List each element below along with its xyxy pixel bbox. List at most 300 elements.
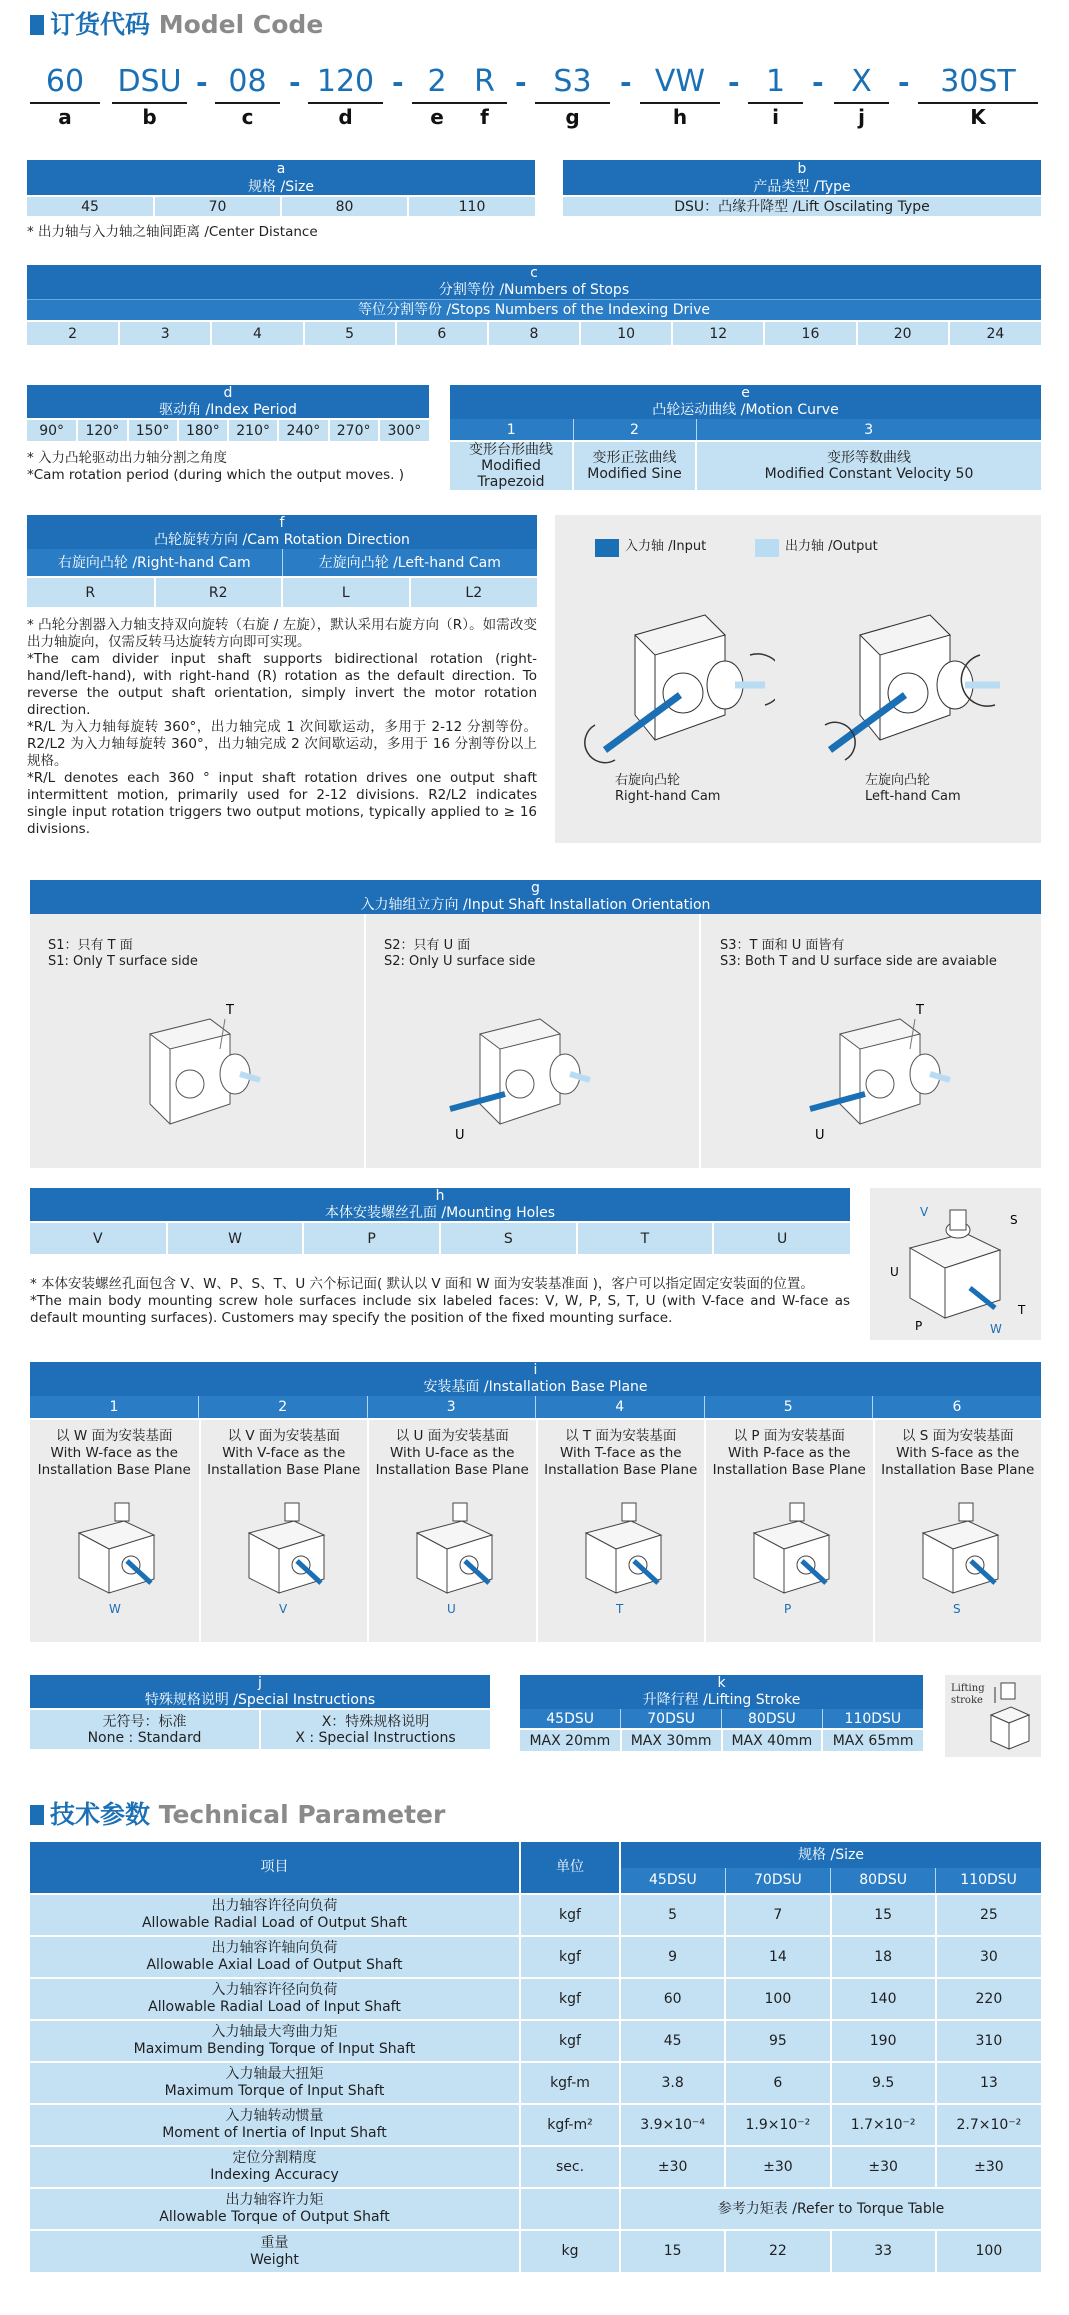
- base-plane-cell: [873, 1420, 1042, 1642]
- s2-figure: [430, 994, 630, 1154]
- lifting-fig-label-1: Lifting: [951, 1683, 985, 1694]
- param-value: 13: [936, 2062, 1041, 2104]
- base-en2: Installation Base Plane: [544, 1462, 698, 1478]
- param-value: 30: [936, 1936, 1041, 1978]
- section-title: 凸轮旋转方向 /Cam Rotation Direction: [27, 531, 537, 549]
- stops-cell: 10: [580, 321, 672, 345]
- curve-en: Modified Constant Velocity 50: [764, 466, 974, 482]
- section-letter: a: [27, 160, 535, 178]
- param-value: 15: [620, 2230, 725, 2272]
- heading-square-icon: [30, 15, 44, 35]
- period-cell: 210°: [228, 419, 278, 441]
- section-title: 特殊规格说明 /Special Instructions: [30, 1691, 490, 1709]
- size-cell: 110: [408, 196, 535, 216]
- heading-en: Model Code: [158, 10, 324, 39]
- section-letter: f: [27, 515, 537, 531]
- period-cell: 180°: [178, 419, 228, 441]
- s2-en: S2: Only U surface side: [384, 954, 536, 969]
- base-face-label: W: [109, 1602, 122, 1616]
- param-en: Moment of Inertia of Input Shaft: [162, 2125, 387, 2141]
- hole-cell: P: [303, 1222, 440, 1254]
- orientation-panel: [30, 914, 1041, 1168]
- param-value: 3.9×10⁻⁴: [620, 2104, 725, 2146]
- param-value: 25: [936, 1894, 1041, 1936]
- param-en: Maximum Torque of Input Shaft: [164, 2083, 385, 2099]
- lifting-stroke-table: [520, 1675, 923, 1751]
- code-letter: f: [480, 105, 489, 129]
- rotation-cell: L: [282, 577, 410, 607]
- curve-cn: 变形正弦曲线: [592, 450, 677, 466]
- param-cn: 入力轴最大扭矩: [225, 2066, 324, 2082]
- code-value: R: [462, 62, 507, 104]
- param-unit: kgf: [520, 2020, 620, 2062]
- param-unit: kgf-m²: [520, 2104, 620, 2146]
- s1-en: S1: Only T surface side: [48, 954, 198, 969]
- code-letter: h: [672, 105, 688, 129]
- tech-row: [30, 2062, 1041, 2104]
- col-unit-header: 单位: [520, 1842, 620, 1894]
- param-value: 2.7×10⁻²: [936, 2104, 1041, 2146]
- section-title: 安装基面 /Installation Base Plane: [30, 1378, 1041, 1396]
- param-en: Allowable Torque of Output Shaft: [159, 2209, 390, 2225]
- param-en: Allowable Radial Load of Output Shaft: [141, 1915, 408, 1931]
- section-letter: e: [450, 385, 1041, 401]
- s2-cn: S2：只有 U 面: [384, 938, 471, 953]
- curve-en: Modified Sine: [587, 466, 682, 482]
- base-cn: 以 W 面为安装基面: [56, 1428, 173, 1444]
- mounting-note: * 本体安装螺丝孔面包含 V、W、P、S、T、U 六个标记面( 默认以 V 面和 W 面为安装基准面 )，客户可以指定固定安装面的位置。: [30, 1276, 814, 1292]
- curve-cn: 变形等数曲线: [827, 450, 911, 466]
- special-instructions-table: [30, 1675, 490, 1749]
- rotation-head: 左旋向凸轮 /Left-hand Cam: [282, 549, 537, 577]
- left-cam-cn: 左旋向凸轮: [865, 773, 931, 788]
- s3-en: S3: Both T and U surface side are avaiable: [720, 954, 997, 969]
- code-value: 30ST: [918, 62, 1038, 104]
- param-cn: 出力轴容许力矩: [225, 2192, 324, 2208]
- param-cn: 入力轴容许径向负荷: [211, 1982, 338, 1998]
- base-en1: With T-face as the: [559, 1445, 682, 1461]
- base-plane-cell: [704, 1420, 873, 1642]
- section-letter: b: [563, 160, 1041, 178]
- special-en: X : Special Instructions: [295, 1729, 456, 1746]
- param-value: 5: [620, 1894, 725, 1936]
- stops-table: [27, 265, 1041, 345]
- s1-cn: S1：只有 T 面: [48, 938, 133, 953]
- section-title: 本体安装螺丝孔面 /Mounting Holes: [30, 1204, 850, 1222]
- base-plane-table: [30, 1362, 1041, 1418]
- model-code-heading: [30, 10, 323, 40]
- code-seg-c: [215, 62, 280, 130]
- param-name: [30, 1978, 520, 2020]
- param-en: Indexing Accuracy: [210, 2167, 339, 2183]
- code-value: S3: [535, 62, 610, 104]
- tech-row: [30, 2188, 1041, 2230]
- param-value: 100: [936, 2230, 1041, 2272]
- base-en1: With S-face as the: [896, 1445, 1020, 1461]
- period-cell: 300°: [379, 419, 429, 441]
- type-table: [563, 160, 1041, 216]
- left-cam-en: Left-hand Cam: [865, 789, 961, 804]
- section-title: 分割等份 /Numbers of Stops: [27, 281, 1041, 299]
- base-face-label: V: [278, 1602, 287, 1616]
- base-face-label: S: [952, 1602, 961, 1616]
- type-cell: DSU：凸缘升降型 /Lift Oscilating Type: [563, 196, 1041, 216]
- code-value: X: [834, 62, 889, 104]
- output-legend-swatch: [755, 539, 779, 557]
- section-title: 升降行程 /Lifting Stroke: [520, 1691, 923, 1709]
- code-value: 60: [30, 62, 100, 104]
- base-plane-figure: [714, 1483, 864, 1623]
- heading-square-icon: [30, 1805, 44, 1825]
- param-value: ±30: [620, 2146, 725, 2188]
- code-dash: -: [196, 66, 208, 99]
- rotation-cell: R: [27, 577, 155, 607]
- stroke-head: 45DSU: [520, 1709, 621, 1729]
- section-letter: k: [520, 1675, 923, 1691]
- face-t-label: T: [1018, 1303, 1026, 1317]
- section-subtitle: 等位分割等份 /Stops Numbers of the Indexing Drive: [27, 299, 1041, 321]
- base-num: 2: [199, 1396, 368, 1418]
- section-letter: d: [27, 385, 429, 401]
- right-hand-cam-figure: [575, 575, 775, 765]
- param-en: Allowable Radial Load of Input Shaft: [148, 1999, 401, 2015]
- param-value: 100: [725, 1978, 830, 2020]
- tech-row: [30, 2146, 1041, 2188]
- param-cn: 重量: [260, 2234, 289, 2251]
- param-en: Weight: [250, 2251, 299, 2268]
- base-en2: Installation Base Plane: [375, 1462, 529, 1478]
- base-en1: With U-face as the: [390, 1445, 515, 1461]
- base-plane-cells: [30, 1420, 1041, 1642]
- divider: [364, 914, 366, 1168]
- code-value: DSU: [112, 62, 187, 104]
- rotation-note: *R/L 为入力轴每旋转 360°，出力轴完成 1 次间歇运动，多用于 2-12 分割等份。R2/L2 为入力轴每旋转 360°，出力轴完成 2 次间歇运动，多用于 16 分割等份以上规格。: [27, 719, 537, 769]
- base-plane-figure: [209, 1483, 359, 1623]
- s1-figure: [100, 994, 300, 1154]
- param-value: 1.9×10⁻²: [725, 2104, 830, 2146]
- code-seg-b: [112, 62, 187, 130]
- base-plane-cell: [30, 1420, 199, 1642]
- col-item-header: 项目: [30, 1842, 520, 1894]
- s1-label: [48, 938, 198, 970]
- tech-param-table: [30, 1842, 1041, 2272]
- s3-label: [720, 938, 997, 970]
- code-letter: b: [142, 105, 157, 129]
- base-plane-figure: [377, 1483, 527, 1623]
- tech-row: [30, 2020, 1041, 2062]
- lifting-stroke-figure: [945, 1675, 1041, 1757]
- stroke-cell: MAX 20mm: [520, 1729, 621, 1751]
- section-letter: c: [27, 265, 1041, 281]
- right-cam-en: Right-hand Cam: [615, 789, 721, 804]
- s2-label: [384, 938, 535, 970]
- base-plane-figure: [883, 1483, 1033, 1623]
- heading-en: Technical Parameter: [158, 1800, 446, 1829]
- param-unit: kgf: [520, 1936, 620, 1978]
- divider: [699, 914, 701, 1168]
- stroke-head: 70DSU: [621, 1709, 722, 1729]
- curve-en: Modified Trapezoid: [477, 458, 545, 490]
- param-unit: sec.: [520, 2146, 620, 2188]
- param-value: 310: [936, 2020, 1041, 2062]
- base-en1: With V-face as the: [222, 1445, 346, 1461]
- cam-direction-panel: [555, 515, 1041, 843]
- code-seg-g: [535, 62, 610, 130]
- stops-cell: 6: [396, 321, 488, 345]
- param-name: [30, 1894, 520, 1936]
- lifting-stroke-figure-panel: [945, 1675, 1041, 1757]
- orientation-header: [30, 880, 1041, 914]
- motion-curve-table: [450, 385, 1041, 490]
- stroke-head: 80DSU: [722, 1709, 823, 1729]
- code-letter: j: [858, 105, 865, 129]
- input-legend-swatch: [595, 539, 619, 557]
- base-face-label: T: [615, 1602, 624, 1616]
- code-value: 1: [748, 62, 803, 104]
- stops-cell: 8: [488, 321, 580, 345]
- param-name: [30, 1936, 520, 1978]
- tech-row: [30, 1936, 1041, 1978]
- param-unit: kgf-m: [520, 2062, 620, 2104]
- param-cn: 定位分割精度: [232, 2150, 317, 2166]
- heading-cn: 订货代码: [50, 10, 151, 39]
- code-letter: e: [430, 105, 444, 129]
- stops-cell: 12: [672, 321, 764, 345]
- mounting-figure-panel: [870, 1188, 1041, 1340]
- period-cell: 150°: [128, 419, 178, 441]
- code-seg-j: [834, 62, 889, 130]
- right-cam-cn: 右旋向凸轮: [615, 773, 681, 788]
- param-cn: 入力轴最大弯曲力矩: [211, 2024, 338, 2040]
- face-p-label: P: [915, 1319, 923, 1333]
- param-value: 45: [620, 2020, 725, 2062]
- curve-num: 3: [696, 419, 1041, 441]
- param-cn: 出力轴容许轴向负荷: [211, 1940, 338, 1956]
- param-unit: [520, 2188, 620, 2230]
- face-u-label: U: [890, 1265, 899, 1279]
- rotation-note: * 凸轮分割器入力轴支持双向旋转（右旋 / 左旋），默认采用右旋方向（R）。如需改变出力轴旋向，仅需反转马达旋转方向即可实现。: [27, 617, 537, 650]
- code-value: 120: [308, 62, 383, 104]
- period-notes: [27, 450, 404, 484]
- hole-cell: T: [577, 1222, 714, 1254]
- size-cell: 45: [27, 196, 154, 216]
- section-letter: h: [30, 1188, 850, 1204]
- base-num: 4: [536, 1396, 705, 1418]
- base-en2: Installation Base Plane: [207, 1462, 361, 1478]
- base-en2: Installation Base Plane: [881, 1462, 1035, 1478]
- base-cn: 以 P 面为安装基面: [733, 1428, 845, 1444]
- code-dash: -: [728, 66, 740, 99]
- base-face-label: U: [447, 1602, 457, 1616]
- face-v-label: V: [920, 1205, 929, 1219]
- section-title: 驱动角 /Index Period: [27, 401, 429, 419]
- stops-cell: 20: [857, 321, 949, 345]
- param-value: ±30: [831, 2146, 936, 2188]
- section-letter: j: [30, 1675, 490, 1691]
- param-name: [30, 2062, 520, 2104]
- code-letter: c: [241, 105, 254, 129]
- code-dash: -: [812, 66, 824, 99]
- tech-row: [30, 1978, 1041, 2020]
- period-note: *Cam rotation period (during which the output moves. ): [27, 467, 404, 483]
- param-value: 190: [831, 2020, 936, 2062]
- base-num: 1: [30, 1396, 199, 1418]
- stops-cell: 5: [304, 321, 396, 345]
- param-unit: kgf: [520, 1894, 620, 1936]
- curve-num: 1: [450, 419, 573, 441]
- code-seg-a: [30, 62, 100, 130]
- period-cell: 120°: [77, 419, 127, 441]
- period-cell: 240°: [278, 419, 328, 441]
- base-en1: With P-face as the: [728, 1445, 851, 1461]
- special-en: None : Standard: [87, 1729, 202, 1746]
- size-header: 45DSU: [620, 1868, 725, 1894]
- size-note: * 出力轴与入力轴之轴间距离 /Center Distance: [27, 224, 318, 240]
- base-num: 6: [873, 1396, 1042, 1418]
- code-seg-k: [918, 62, 1038, 130]
- param-value: 95: [725, 2020, 830, 2062]
- base-num: 3: [367, 1396, 536, 1418]
- tech-row: [30, 1894, 1041, 1936]
- period-cell: 270°: [329, 419, 379, 441]
- model-code-row: [0, 62, 1069, 132]
- base-plane-cell: [536, 1420, 705, 1642]
- code-dash: -: [289, 66, 301, 99]
- base-cn: 以 S 面为安装基面: [901, 1428, 1014, 1444]
- param-unit: kg: [520, 2230, 620, 2272]
- section-letter: i: [30, 1362, 1041, 1378]
- s3-cn: S3：T 面和 U 面皆有: [720, 938, 845, 953]
- param-value: 60: [620, 1978, 725, 2020]
- base-cn: 以 V 面为安装基面: [227, 1428, 340, 1444]
- lifting-fig-label-2: stroke: [951, 1695, 983, 1706]
- special-cn: X：特殊规格说明: [321, 1713, 430, 1730]
- param-value: 18: [831, 1936, 936, 1978]
- param-name: [30, 2146, 520, 2188]
- param-value: 3.8: [620, 2062, 725, 2104]
- code-letter: a: [58, 105, 72, 129]
- heading-cn: 技术参数: [50, 1800, 151, 1829]
- code-seg-e: [412, 62, 462, 130]
- stroke-head: 110DSU: [822, 1709, 923, 1729]
- base-plane-cell: [199, 1420, 368, 1642]
- code-letter: i: [772, 105, 779, 129]
- col-size-header: 规格 /Size: [620, 1842, 1041, 1868]
- param-name: [30, 2230, 520, 2272]
- param-value: 22: [725, 2230, 830, 2272]
- mounting-notes: [30, 1276, 850, 1327]
- tech-row: [30, 2230, 1041, 2272]
- input-legend-label: 入力轴 /Input: [625, 539, 707, 554]
- section-title: 产品类型 /Type: [563, 178, 1041, 196]
- hole-cell: V: [30, 1222, 167, 1254]
- rotation-note: *The cam divider input shaft supports bidirectional rotation (right-hand/left-hand), with right-hand (R) rotation as the default direction. To reverse the output shaft orientation, simply invert the motor rotation direction.: [27, 651, 537, 718]
- param-value: 9: [620, 1936, 725, 1978]
- rotation-cell: L2: [410, 577, 538, 607]
- param-value: 15: [831, 1894, 936, 1936]
- stroke-cell: MAX 40mm: [722, 1729, 823, 1751]
- section-title: 规格 /Size: [27, 178, 535, 196]
- code-value: 08: [215, 62, 280, 104]
- t-label: T: [226, 1003, 234, 1018]
- u-label: U: [455, 1128, 465, 1143]
- param-value: 6: [725, 2062, 830, 2104]
- base-plane-figure: [39, 1483, 189, 1623]
- mounting-note: *The main body mounting screw hole surfaces include six labeled faces: V, W, P, S, T, U (with V-face and W-face as default mounting surfaces). Customers may specify the position of the fixed mounting surface.: [30, 1293, 850, 1326]
- param-en: Allowable Axial Load of Output Shaft: [146, 1957, 403, 1973]
- t-label: T: [916, 1003, 924, 1018]
- size-cell: 70: [154, 196, 281, 216]
- stops-cell: 4: [211, 321, 303, 345]
- special-cn: 无符号：标准: [102, 1713, 187, 1730]
- stroke-cell: MAX 65mm: [822, 1729, 923, 1751]
- hole-cell: S: [440, 1222, 577, 1254]
- s3-figure: [790, 994, 990, 1154]
- output-legend-label: 出力轴 /Output: [785, 539, 878, 554]
- code-value: VW: [640, 62, 720, 104]
- param-value: 33: [831, 2230, 936, 2272]
- face-s-label: S: [1010, 1213, 1018, 1227]
- size-cell: 80: [281, 196, 408, 216]
- param-cn: 入力轴转动惯量: [225, 2108, 324, 2124]
- curve-cn: 变形台形曲线: [469, 442, 553, 458]
- code-letter: d: [338, 105, 353, 129]
- code-dash: -: [620, 66, 632, 99]
- param-cn: 出力轴容许径向负荷: [211, 1898, 338, 1914]
- code-dash: -: [392, 66, 404, 99]
- mounting-holes-table: [30, 1188, 850, 1254]
- section-title: 凸轮运动曲线 /Motion Curve: [450, 401, 1041, 419]
- index-period-table: [27, 385, 429, 441]
- section-title: 入力轴组立方向 /Input Shaft Installation Orientation: [30, 896, 1041, 914]
- param-value: 140: [831, 1978, 936, 2020]
- period-cell: 90°: [27, 419, 77, 441]
- stops-cell: 24: [949, 321, 1041, 345]
- param-name: [30, 2020, 520, 2062]
- rotation-notes: [27, 617, 537, 838]
- param-value: 1.7×10⁻²: [831, 2104, 936, 2146]
- tech-heading: [30, 1800, 445, 1830]
- param-value: ±30: [936, 2146, 1041, 2188]
- size-header: 80DSU: [831, 1868, 936, 1894]
- curve-num: 2: [573, 419, 696, 441]
- stops-cell: 3: [119, 321, 211, 345]
- size-header: 110DSU: [936, 1868, 1041, 1894]
- code-letter: g: [565, 105, 580, 129]
- face-w-label: W: [990, 1322, 1002, 1336]
- base-num: 5: [704, 1396, 873, 1418]
- code-letter: K: [970, 105, 986, 129]
- code-dash: -: [898, 66, 910, 99]
- stops-cell: 2: [27, 321, 119, 345]
- base-en2: Installation Base Plane: [712, 1462, 866, 1478]
- param-unit: kgf: [520, 1978, 620, 2020]
- base-face-label: P: [784, 1602, 792, 1616]
- base-cn: 以 U 面为安装基面: [395, 1428, 509, 1444]
- code-seg-f: [462, 62, 507, 130]
- period-note: * 入力凸轮驱动出力轴分割之角度: [27, 450, 228, 466]
- stroke-cell: MAX 30mm: [621, 1729, 722, 1751]
- param-en: Maximum Bending Torque of Input Shaft: [133, 2041, 416, 2057]
- left-hand-cam-figure: [820, 575, 1020, 765]
- section-letter: g: [30, 880, 1041, 896]
- base-plane-figure: [546, 1483, 696, 1623]
- size-table: [27, 160, 535, 216]
- mounting-faces-figure: [870, 1188, 1041, 1340]
- param-value: 7: [725, 1894, 830, 1936]
- code-value: 2: [412, 62, 462, 104]
- base-cn: 以 T 面为安装基面: [565, 1428, 677, 1444]
